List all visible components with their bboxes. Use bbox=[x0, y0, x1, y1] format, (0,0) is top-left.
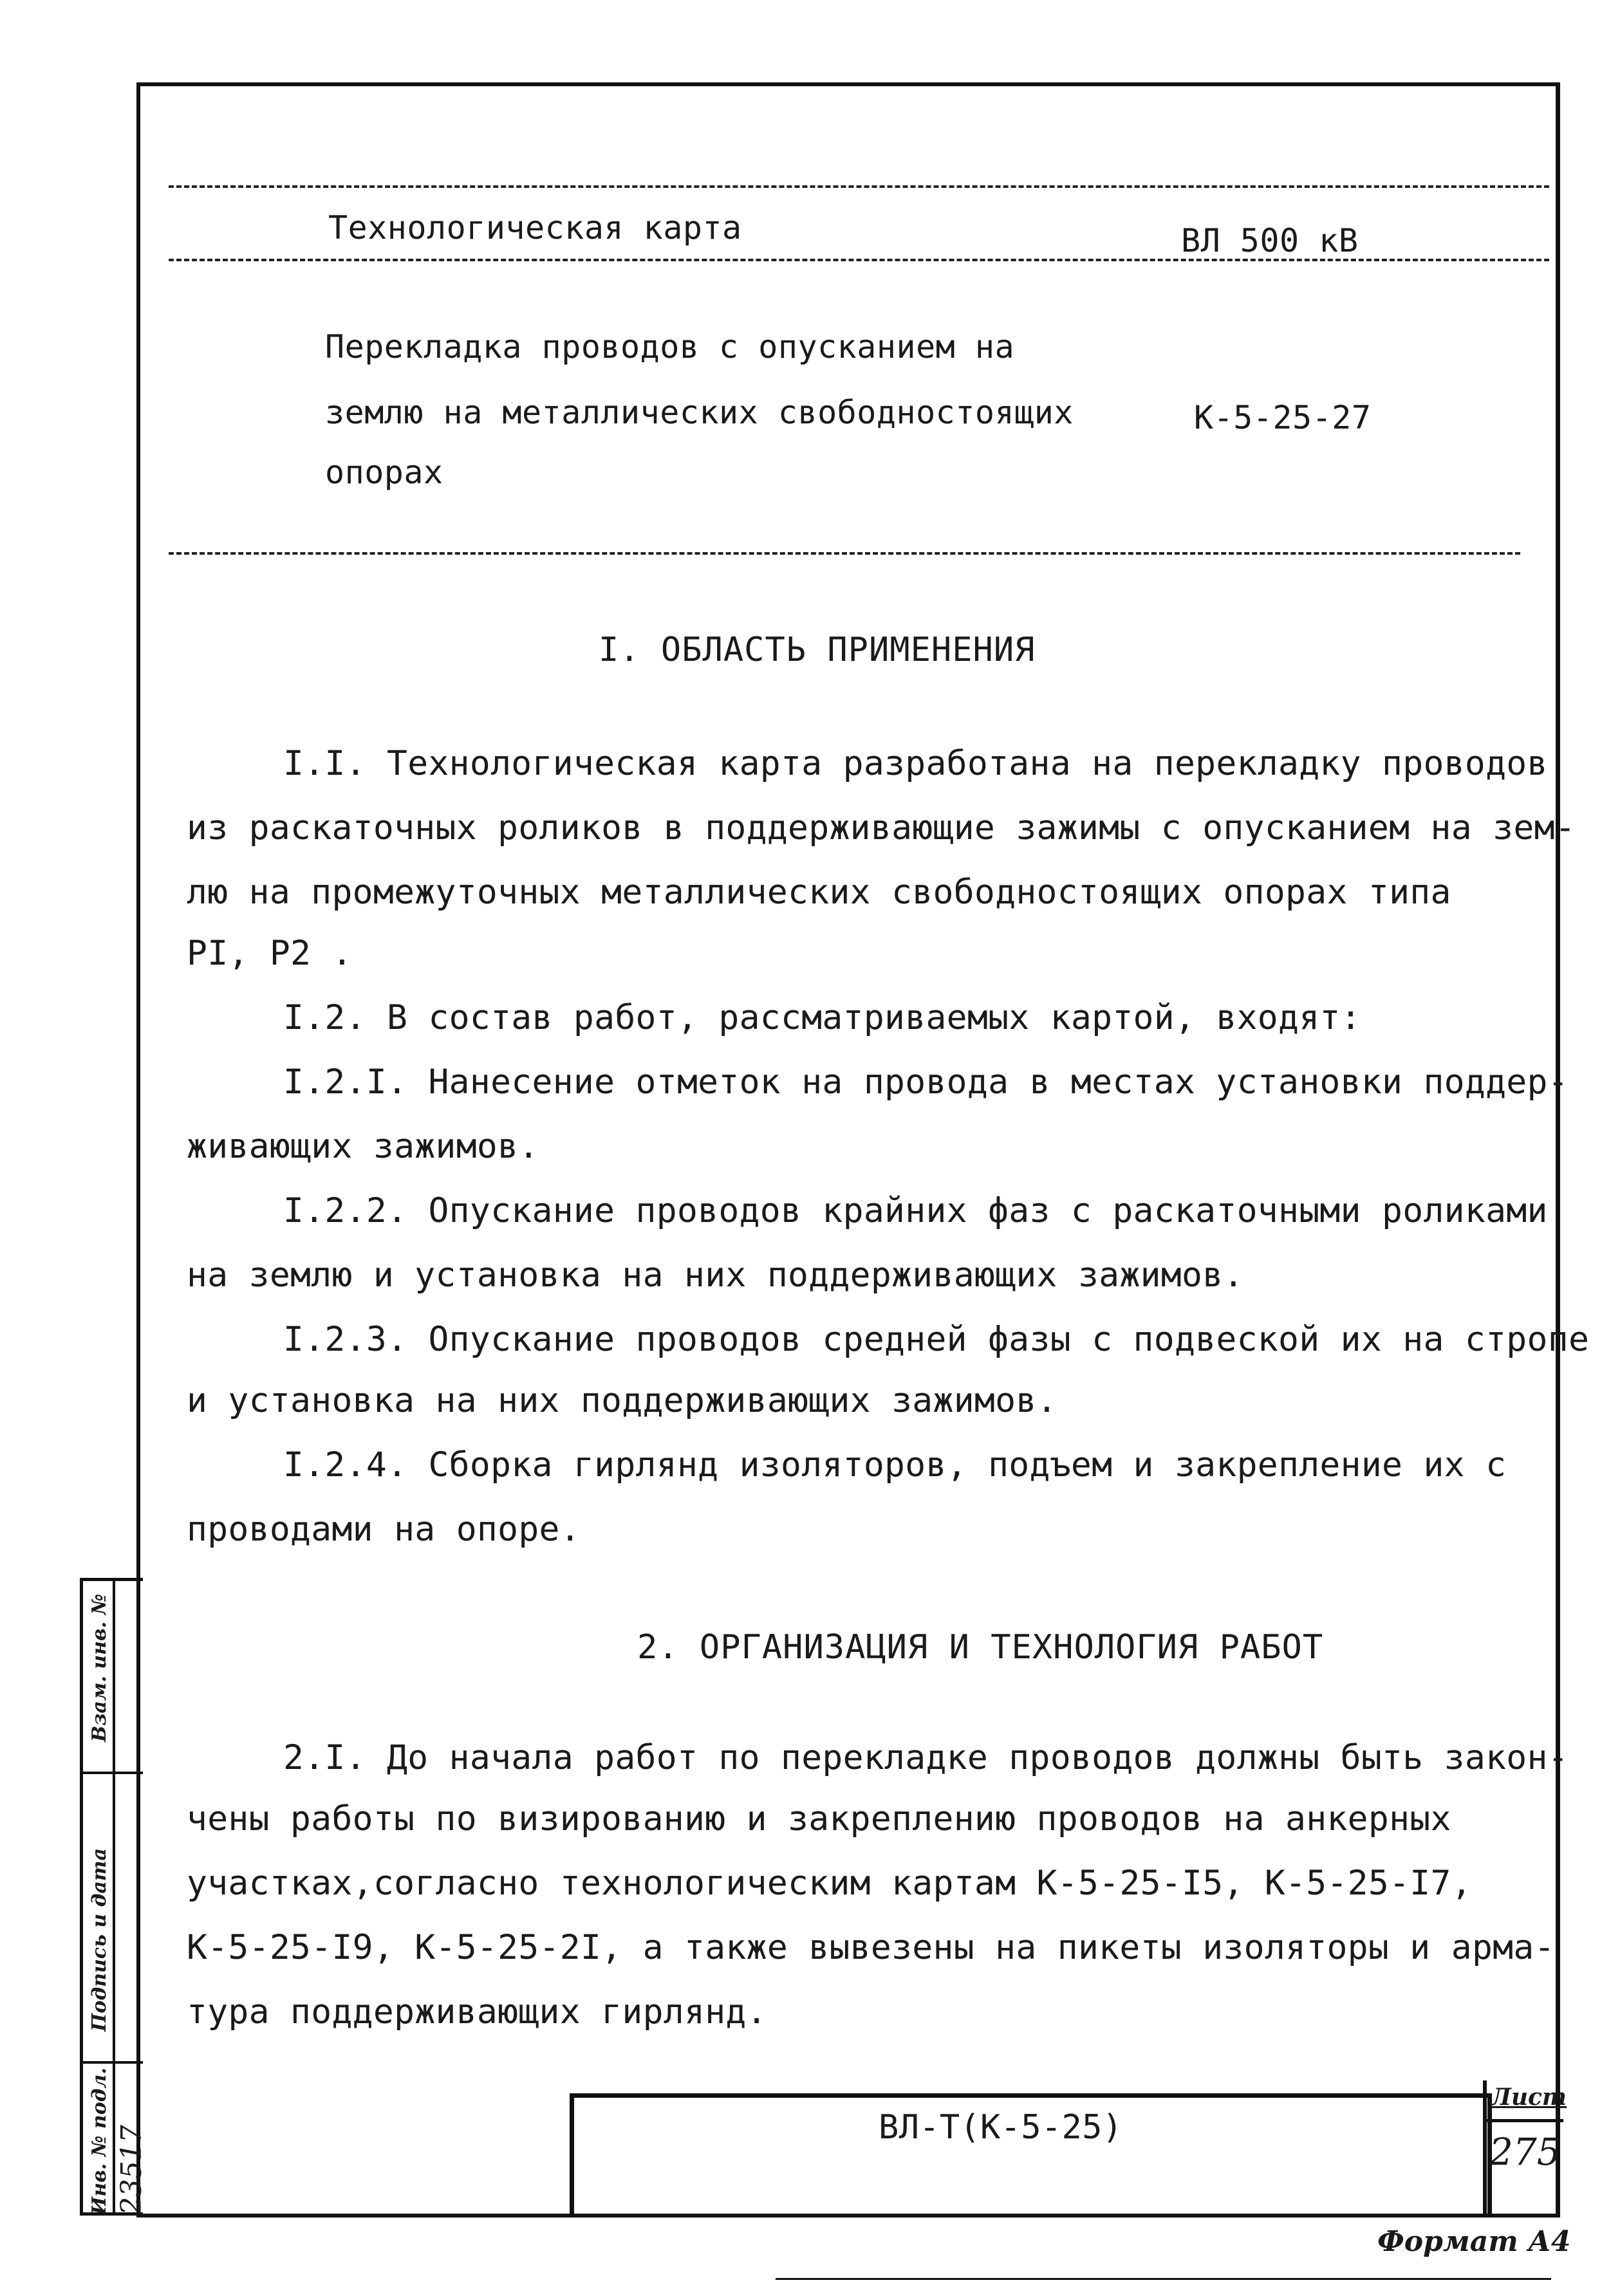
paragraph-line: К-5-25-I9, К-5-25-2I, а также вывезены на пикеты изоляторы и арма- bbox=[187, 1928, 1555, 1967]
paragraph-line: I.2.I. Нанесение отметок на провода в местах установки поддер- bbox=[283, 1062, 1569, 1102]
title-block-code: ВЛ-Т(К-5-25) bbox=[879, 2108, 1123, 2147]
subject-line-1: Перекладка проводов с опусканием на bbox=[325, 328, 1015, 366]
voltage-label: ВЛ 500 кВ bbox=[1181, 222, 1359, 259]
paragraph-line: и установка на них поддерживающих зажимов. bbox=[187, 1381, 1057, 1420]
section-heading-organization: 2. ОРГАНИЗАЦИЯ И ТЕХНОЛОГИЯ РАБОТ bbox=[637, 1628, 1324, 1667]
stamp-label-replacement: Взам. инв. № bbox=[88, 1593, 111, 1742]
document-code: К-5-25-27 bbox=[1194, 399, 1372, 436]
format-underline bbox=[776, 2278, 1551, 2280]
paragraph-line: на землю и установка на них поддерживающих зажимов. bbox=[187, 1255, 1244, 1295]
paragraph-line: I.2. В состав работ, рассматриваемых картой, входят: bbox=[283, 998, 1361, 1037]
stamp-label-inventory: Инв. № подл. bbox=[88, 2068, 111, 2215]
paragraph-line: I.2.4. Сборка гирлянд изоляторов, подъем и закрепление их с bbox=[283, 1445, 1507, 1485]
paragraph-line: из раскаточных роликов в поддерживающие зажимы с опусканием на зем- bbox=[187, 808, 1576, 847]
sheet-number: 275 bbox=[1489, 2130, 1561, 2174]
stamp-label-signature: Подпись и дата bbox=[88, 1847, 111, 2032]
subject-line-2: землю на металлических свободностоящих bbox=[325, 394, 1074, 431]
sheet-number-divider bbox=[1483, 2119, 1563, 2122]
paragraph-line: участках,согласно технологическим картам К-5-25-I5, К-5-25-I7, bbox=[187, 1864, 1472, 1903]
paragraph-line: I.2.3. Опускание проводов средней фазы с подвеской их на стропе bbox=[283, 1320, 1590, 1359]
paragraph-line: чены работы по визированию и закреплению проводов на анкерных bbox=[187, 1799, 1451, 1838]
card-title: Технологическая карта bbox=[328, 209, 742, 246]
paragraph-line: 2.I. До начала работ по перекладке проводов должны быть закон- bbox=[283, 1738, 1569, 1777]
paragraph-line: PI, P2 . bbox=[187, 934, 353, 973]
paragraph-line: проводами на опоре. bbox=[187, 1510, 581, 1549]
paragraph-line: I.2.2. Опускание проводов крайних фаз с раскаточными роликами bbox=[283, 1191, 1548, 1230]
paragraph-line: лю на промежуточных металлических свободностоящих опорах типа bbox=[187, 873, 1451, 912]
inventory-number: 23517 bbox=[115, 2125, 148, 2215]
subject-line-3: опорах bbox=[325, 454, 443, 491]
section-heading-scope: I. ОБЛАСТЬ ПРИМЕНЕНИЯ bbox=[599, 631, 1036, 669]
paragraph-line: I.I. Технологическая карта разработана на перекладку проводов bbox=[283, 744, 1548, 783]
header-divider-top bbox=[169, 185, 1549, 188]
paragraph-line: живающих зажимов. bbox=[187, 1127, 539, 1166]
paragraph-line: тура поддерживающих гирлянд. bbox=[187, 1992, 767, 2032]
sheet-label: Лист bbox=[1491, 2084, 1567, 2111]
header-divider-bottom bbox=[169, 552, 1520, 555]
format-note: Формат А4 bbox=[1377, 2225, 1571, 2258]
side-stamp bbox=[80, 1578, 148, 2216]
